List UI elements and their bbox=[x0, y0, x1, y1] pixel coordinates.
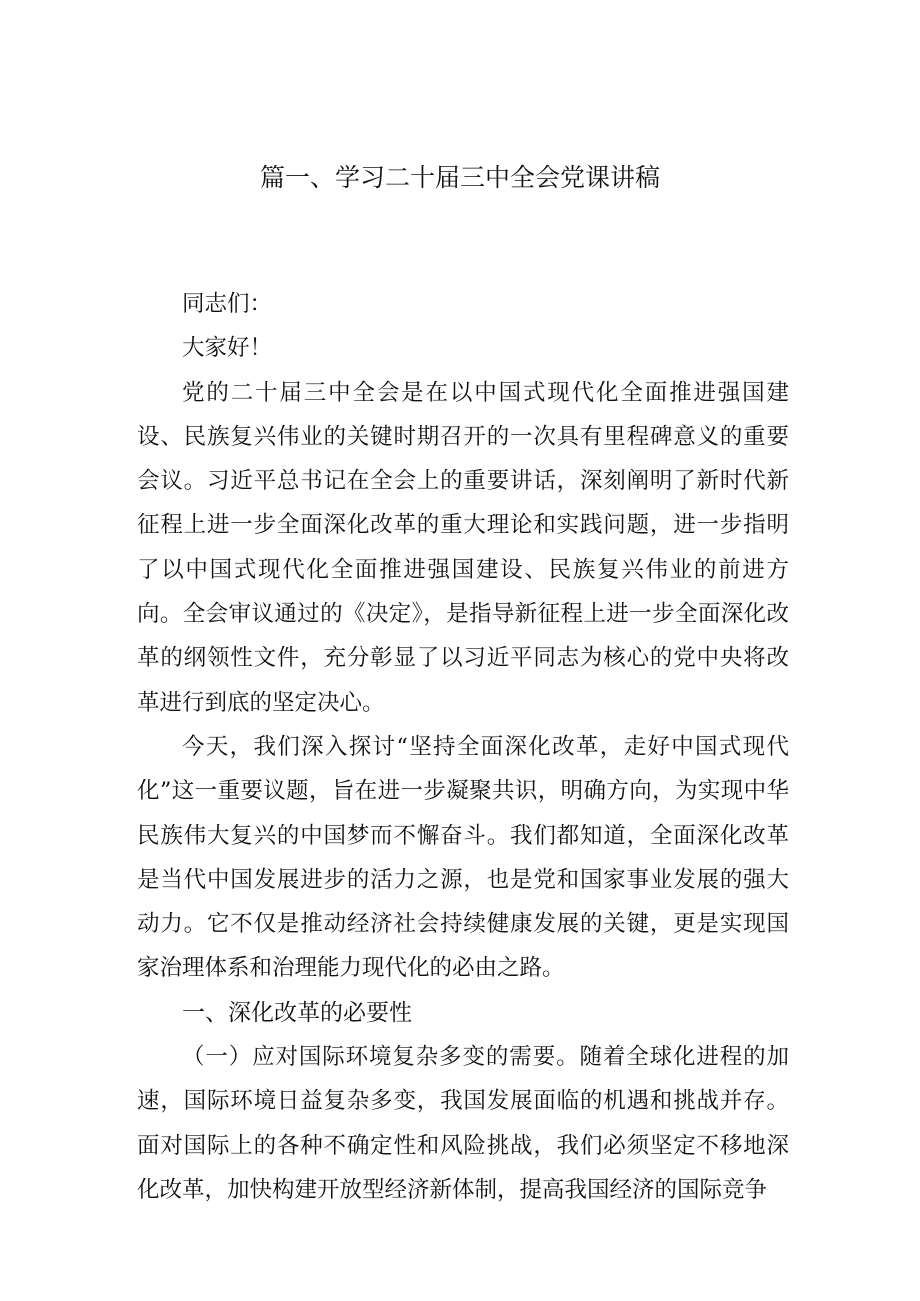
paragraph-topic: 今天，我们深入探讨“坚持全面深化改革，走好中国式现代化”这一重要议题，旨在进一步凝聚共识，明确方向，为实现中华民族伟大复兴的中国梦而不懈奋斗。我们都知道，全面深化改革是当代中国发展进步的活力之源，也是党和国家事业发展的强大动力。它不仅是推动经济社会持续健康发展的关键，更是实现国家治理体系和治理能力现代化的必由之路。 bbox=[137, 733, 789, 982]
document-body bbox=[137, 282, 789, 1212]
paragraph-section-1: （一）应对国际环境复杂多变的需要。随着全球化进程的加速，国际环境日益复杂多变，我国发展面临的机遇和挑战并存。面对国际上的各种不确定性和风险挑战，我们必须坚定不移地深化改革，加快构建开放型经济新体制，提高我国经济的国际竞争 bbox=[137, 1044, 789, 1203]
salutation: 同志们： bbox=[182, 291, 273, 317]
section-heading-1: 一、深化改革的必要性 bbox=[182, 999, 412, 1026]
greeting: 大家好！ bbox=[182, 335, 273, 362]
document-title: 篇一、学习二十届三中全会党课讲稿 bbox=[259, 163, 660, 192]
paragraph-intro: 党的二十届三中全会是在以中国式现代化全面推进强国建设、民族复兴伟业的关键时期召开的一次具有里程碑意义的重要会议。习近平总书记在全会上的重要讲话，深刻阐明了新时代新征程上进一步全面深化改革的重大理论和实践问题，进一步指明了以中国式现代化全面推进强国建设、民族复兴伟业的前进方向。全会审议通过的《决定》，是指导新征程上进一步全面深化改革的纲领性文件，充分彰显了以习近平同志为核心的党中央将改革进行到底的坚定决心。 bbox=[137, 379, 789, 716]
